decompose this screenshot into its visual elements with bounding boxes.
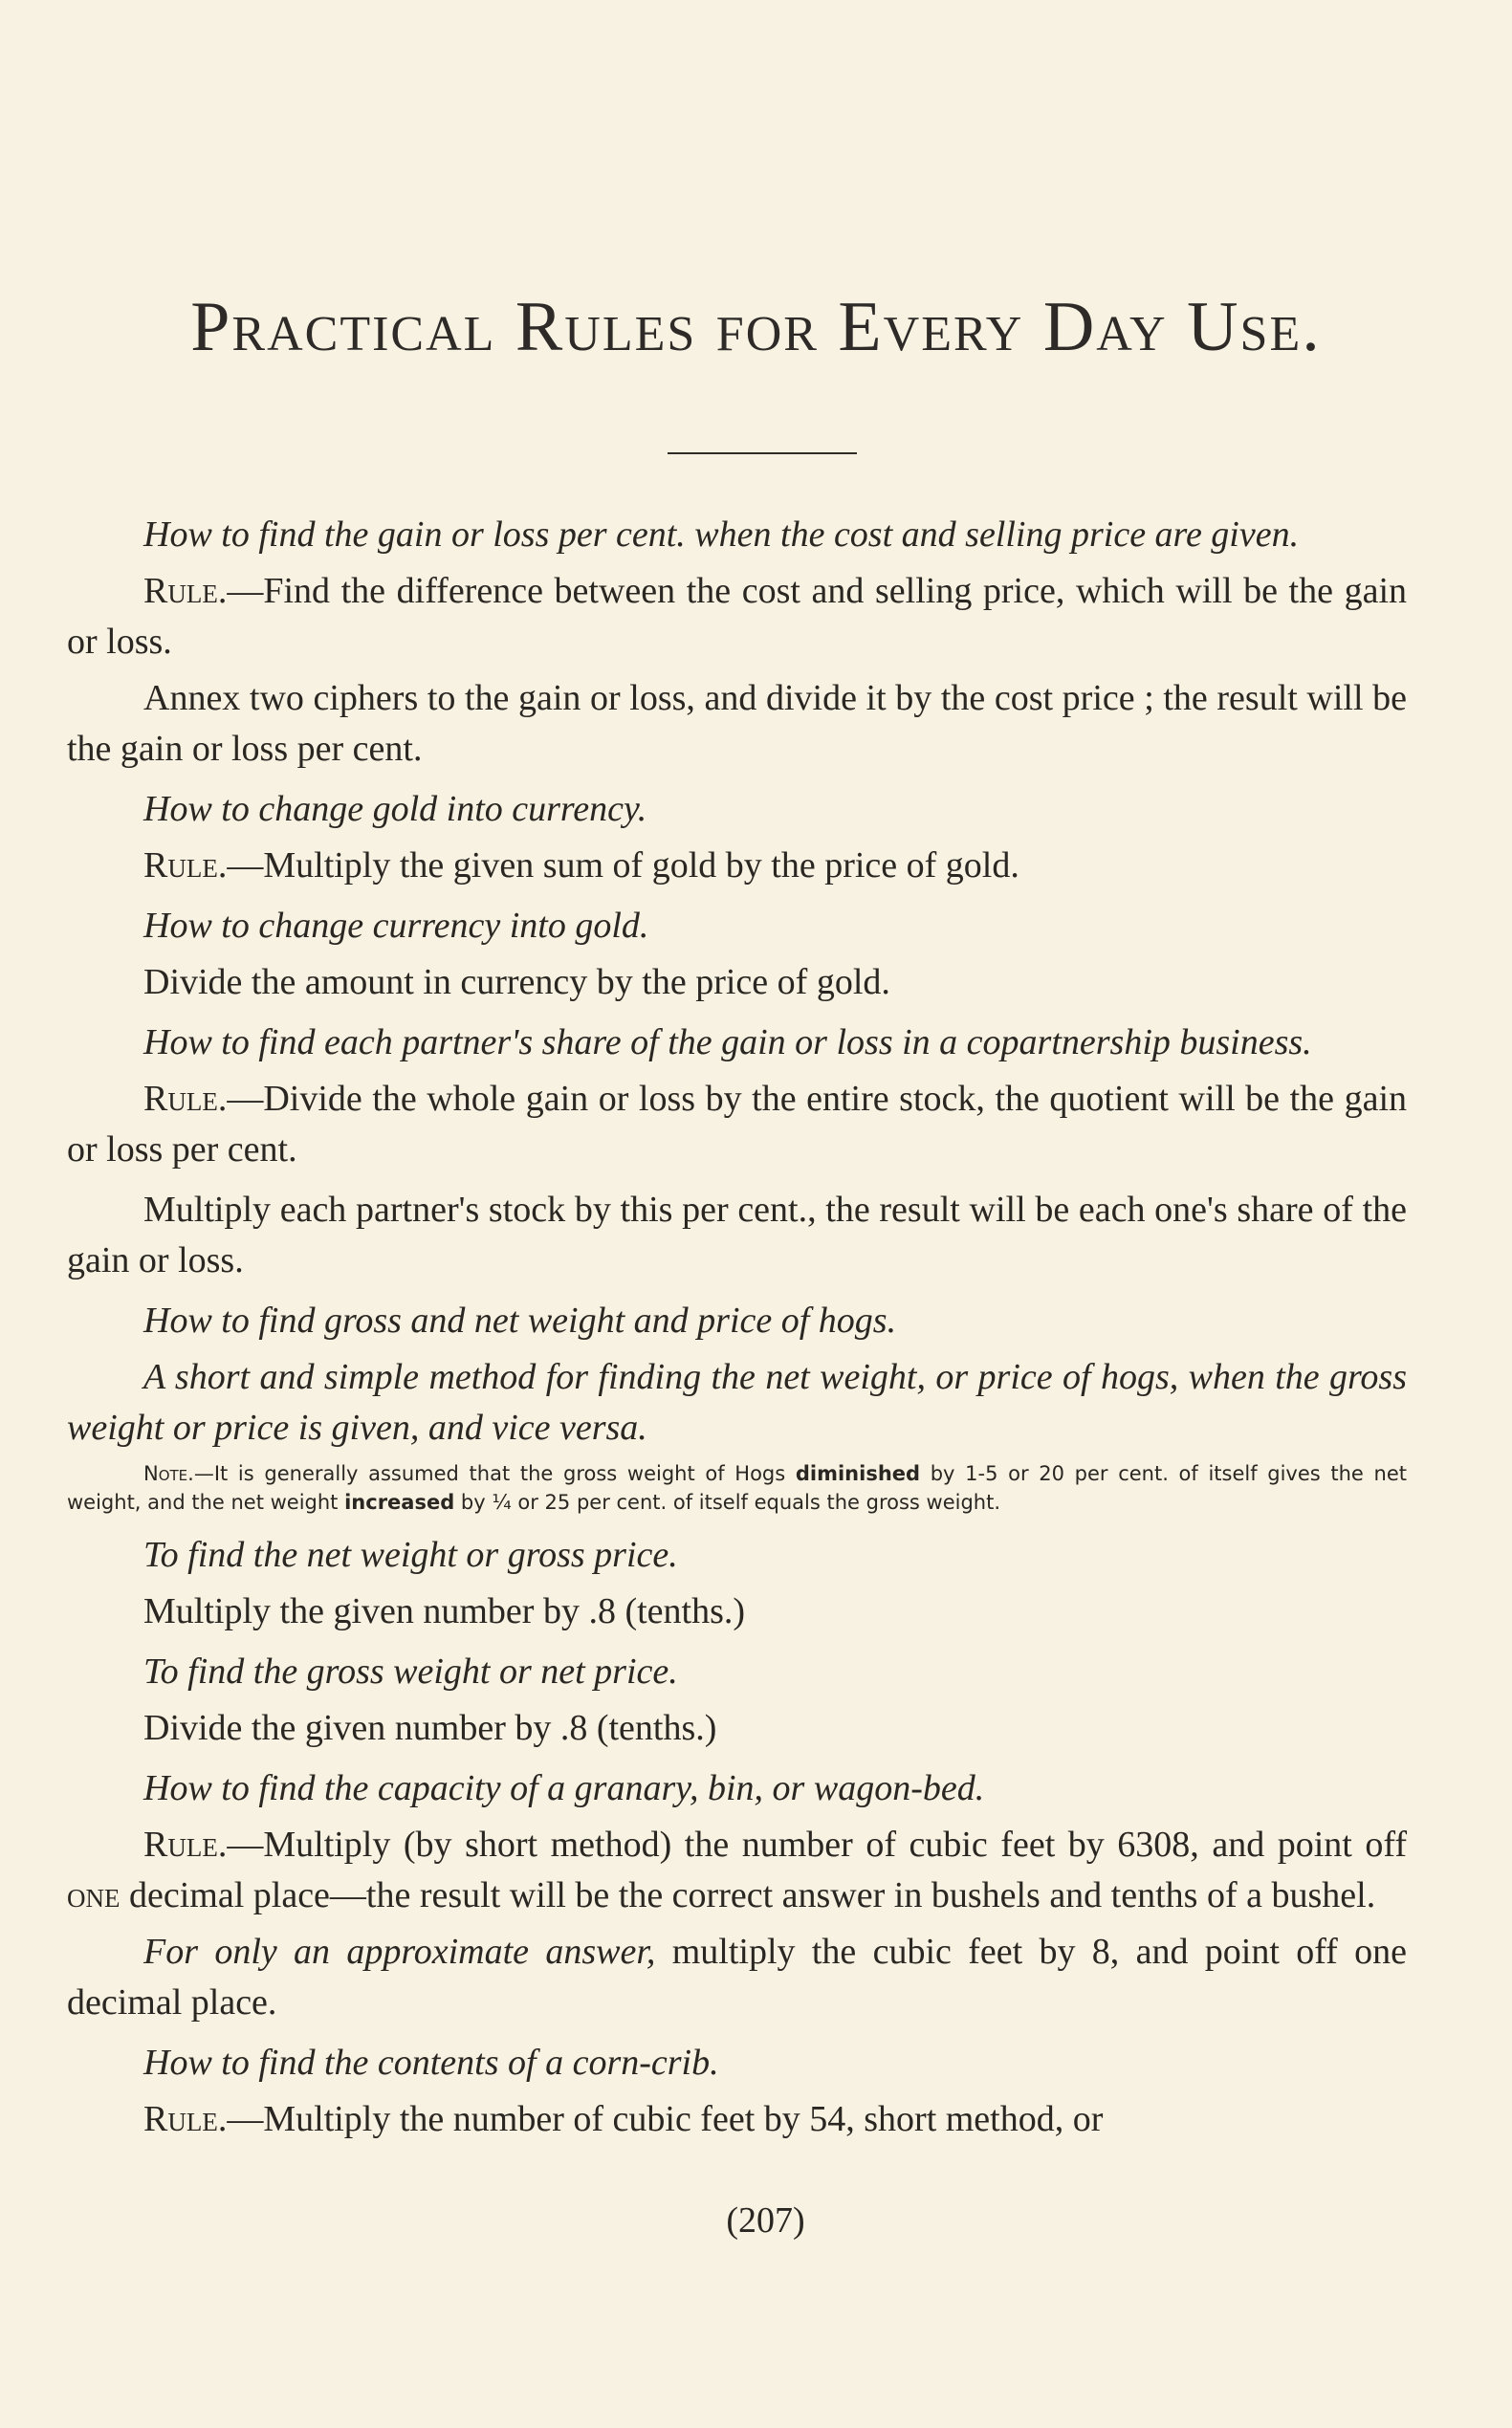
rule-corn-crib: Rule.—Multiply the number of cubic feet by 54, short method, or [143, 2099, 1104, 2139]
paragraph-approximate: For only an approximate answer, multiply the cubic feet by 8, and point off one decimal place. [67, 1932, 1408, 2023]
page-title: Practical Rules for Every Day Use. [190, 288, 1322, 366]
rule-granary: Rule.—Multiply (by short method) the number of cubic feet by 6308, and point off one decimal place—the result will be the correct answer in bushels and tenths of a bushel. [67, 1825, 1407, 1915]
paragraph-partner-stock: Multiply each partner's stock by this per cent., the result will be each one's share of the gain or loss. [67, 1190, 1407, 1280]
rule-label: Rule. [143, 1079, 228, 1119]
rule-label: Rule. [143, 2099, 228, 2139]
rule-gain-loss: Rule.—Find the difference between the cost and selling price, which will be the gain or loss. [67, 571, 1407, 662]
paragraph-net-weight: Multiply the given number by .8 (tenths.) [143, 1591, 746, 1631]
question-corn-crib: How to find the contents of a corn-crib. [143, 2043, 719, 2083]
rule-label: Rule. [143, 571, 228, 611]
question-partner-share: How to find each partner's share of the gain or loss in a copartnership business. [143, 1022, 1312, 1062]
rule-label: Rule. [143, 845, 228, 886]
note-hogs: Note.—It is generally assumed that the gross weight of Hogs diminished by 1-5 or 20 per cent. of itself gives the net weight, and the net weight increased by ¼ or 25 per cent. of itself equals the gross weight. [67, 1462, 1407, 1514]
question-currency-gold: How to change currency into gold. [143, 906, 649, 946]
paragraph-gross-weight: Divide the given number by .8 (tenths.) [143, 1708, 717, 1748]
title-divider [668, 452, 857, 454]
question-hogs-method: A short and simple method for finding the net weight, or price of hogs, when the gross weight or price is given, and vice versa. [67, 1357, 1407, 1448]
rules-content [67, 510, 1407, 2145]
paragraph-currency-gold: Divide the amount in currency by the price of gold. [143, 962, 890, 1002]
question-granary: How to find the capacity of a granary, bin, or wagon-bed. [143, 1768, 985, 1808]
page-number: (207) [726, 2200, 805, 2241]
question-hogs: How to find gross and net weight and price of hogs. [143, 1301, 897, 1341]
rule-label: Rule. [143, 1825, 228, 1865]
note-label: Note. [143, 1462, 194, 1485]
question-net-weight: To find the net weight or gross price. [143, 1535, 678, 1575]
question-gross-weight: To find the gross weight or net price. [143, 1651, 678, 1692]
rule-gold-currency: Rule.—Multiply the given sum of gold by the price of gold. [143, 845, 1019, 886]
question-gold-currency: How to change gold into currency. [143, 789, 647, 829]
paragraph-annex: Annex two ciphers to the gain or loss, and divide it by the cost price ; the result will be the gain or loss per cent. [67, 678, 1407, 769]
question-gain-loss: How to find the gain or loss per cent. when the cost and selling price are given. [143, 514, 1300, 555]
rule-partner-share: Rule.—Divide the whole gain or loss by the entire stock, the quotient will be the gain or loss per cent. [67, 1079, 1407, 1170]
